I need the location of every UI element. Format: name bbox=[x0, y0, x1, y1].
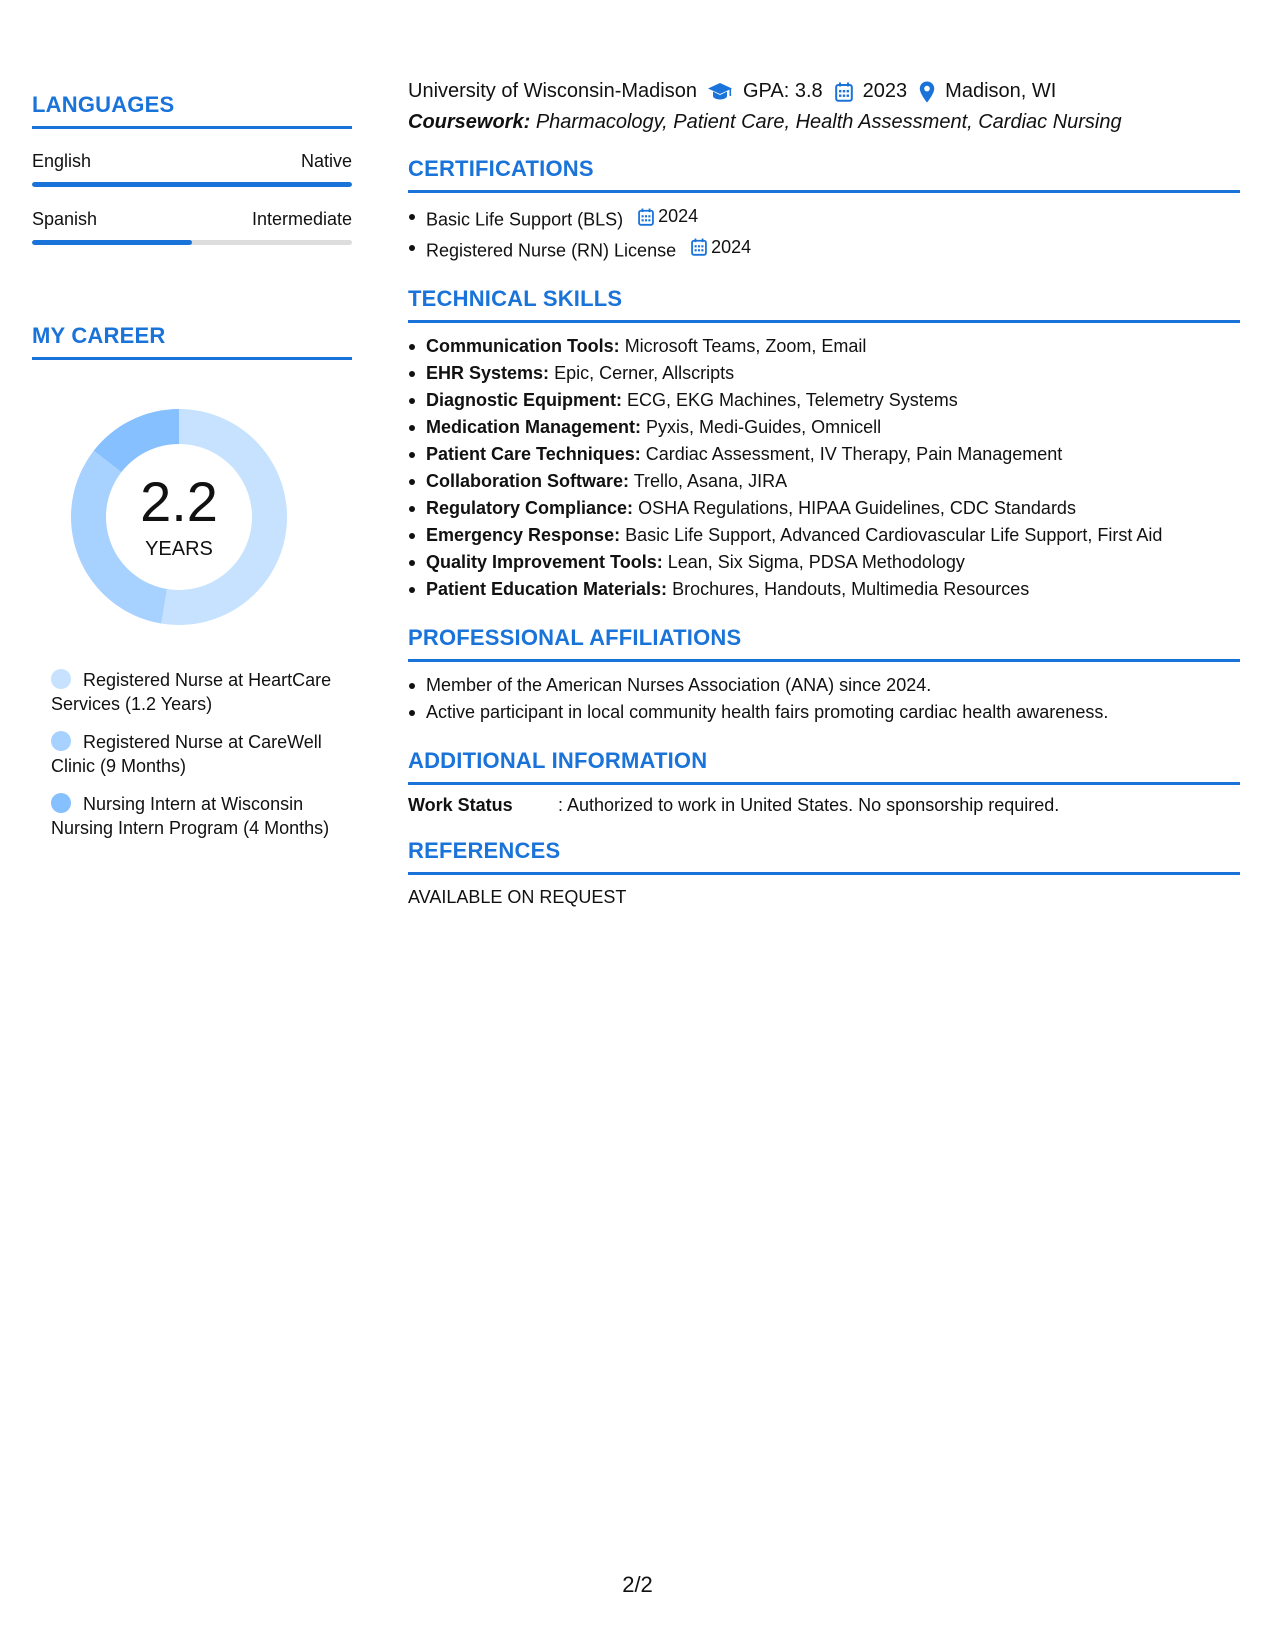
language-item bbox=[32, 151, 352, 187]
career-unit: YEARS bbox=[145, 537, 213, 560]
affiliations-list bbox=[408, 672, 1240, 726]
skill-item bbox=[408, 441, 1240, 468]
legend-dot bbox=[51, 669, 71, 689]
additional-info-section bbox=[408, 748, 1240, 816]
language-name: English bbox=[32, 151, 92, 171]
skill-item bbox=[408, 414, 1240, 441]
skill-label: Quality Improvement Tools: bbox=[426, 552, 663, 572]
skill-item bbox=[408, 522, 1240, 549]
skill-item bbox=[408, 360, 1240, 387]
additional-info-title: ADDITIONAL INFORMATION bbox=[408, 748, 708, 773]
education-entry bbox=[408, 80, 1240, 134]
section-divider bbox=[32, 126, 352, 129]
skill-label: Emergency Response: bbox=[426, 525, 621, 545]
certification-year: 2024 bbox=[711, 236, 752, 257]
skill-label: Patient Education Materials: bbox=[426, 579, 668, 599]
school-location: Madison, WI bbox=[945, 80, 1057, 102]
languages-title: LANGUAGES bbox=[32, 92, 175, 117]
language-proficiency-bar bbox=[32, 240, 352, 245]
career-title: MY CAREER bbox=[32, 323, 166, 348]
skill-item bbox=[408, 468, 1240, 495]
right-column bbox=[408, 80, 1240, 908]
skill-label: Communication Tools: bbox=[426, 336, 620, 356]
school-name: University of Wisconsin-Madison bbox=[408, 80, 697, 102]
skill-label: Patient Care Techniques: bbox=[426, 444, 641, 464]
language-item bbox=[32, 209, 352, 245]
skill-label: Medication Management: bbox=[426, 417, 642, 437]
skill-item bbox=[408, 576, 1240, 603]
donut-center bbox=[64, 402, 294, 632]
coursework-list: Pharmacology, Patient Care, Health Assessment, Cardiac Nursing bbox=[535, 111, 1122, 133]
certification-item bbox=[408, 234, 1240, 265]
work-status-label: Work Status bbox=[408, 795, 513, 815]
affiliations-section bbox=[408, 625, 1240, 726]
location-pin-icon bbox=[919, 81, 935, 103]
skill-item bbox=[408, 495, 1240, 522]
legend-item bbox=[51, 730, 332, 778]
skill-value: ECG, EKG Machines, Telemetry Systems bbox=[627, 390, 958, 410]
language-level: Intermediate bbox=[251, 209, 352, 229]
legend-dot bbox=[51, 731, 71, 751]
affiliation-item: Member of the American Nurses Association (ANA) since 2024. bbox=[408, 672, 1240, 699]
certifications-list bbox=[408, 203, 1240, 264]
skill-value: Lean, Six Sigma, PDSA Methodology bbox=[667, 552, 965, 572]
calendar-icon bbox=[835, 82, 853, 102]
skill-value: OSHA Regulations, HIPAA Guidelines, CDC Standards bbox=[638, 498, 1076, 518]
skill-label: Regulatory Compliance: bbox=[426, 498, 634, 518]
legend-label: Nursing Intern at Wisconsin Nursing Intern Program (4 Months) bbox=[51, 794, 330, 838]
skill-value: Microsoft Teams, Zoom, Email bbox=[624, 336, 867, 356]
skills-list bbox=[408, 333, 1240, 603]
skill-value: Cardiac Assessment, IV Therapy, Pain Management bbox=[645, 444, 1063, 464]
graduation-cap-icon bbox=[707, 82, 733, 102]
page-number: 2/2 bbox=[622, 1572, 653, 1597]
legend-item bbox=[51, 668, 332, 716]
references-title: REFERENCES bbox=[408, 838, 561, 863]
work-status-value: : Authorized to work in United States. No sponsorship required. bbox=[558, 795, 1060, 815]
certification-year: 2024 bbox=[658, 206, 699, 226]
skill-value: Trello, Asana, JIRA bbox=[633, 471, 788, 491]
section-divider bbox=[408, 659, 1240, 662]
skills-title: TECHNICAL SKILLS bbox=[408, 286, 623, 311]
career-section bbox=[32, 323, 352, 840]
calendar-icon bbox=[691, 238, 707, 256]
skill-value: Pyxis, Medi-Guides, Omnicell bbox=[646, 417, 882, 437]
section-divider bbox=[408, 782, 1240, 785]
certification-name: Registered Nurse (RN) License bbox=[426, 240, 677, 260]
section-divider bbox=[32, 357, 352, 360]
coursework bbox=[408, 111, 1240, 134]
graduation-year: 2023 bbox=[862, 80, 908, 102]
skill-item bbox=[408, 549, 1240, 576]
certifications-title: CERTIFICATIONS bbox=[408, 156, 594, 181]
language-level: Native bbox=[300, 151, 352, 171]
language-name: Spanish bbox=[32, 209, 98, 229]
legend-label: Registered Nurse at CareWell Clinic (9 Months) bbox=[51, 732, 322, 776]
language-proficiency-bar bbox=[32, 182, 352, 187]
work-status-row bbox=[408, 795, 1240, 816]
left-column bbox=[32, 92, 352, 854]
legend-item bbox=[51, 792, 332, 840]
certification-name: Basic Life Support (BLS) bbox=[426, 209, 624, 230]
skill-label: Collaboration Software: bbox=[426, 471, 630, 491]
legend-dot bbox=[51, 793, 71, 813]
skill-value: Basic Life Support, Advanced Cardiovascular Life Support, First Aid bbox=[625, 525, 1163, 545]
certification-item bbox=[408, 203, 1240, 234]
certifications-section bbox=[408, 156, 1240, 264]
career-donut-chart bbox=[64, 402, 294, 632]
gpa: GPA: 3.8 bbox=[742, 80, 823, 102]
career-total: 2.2 bbox=[140, 469, 218, 533]
references-section bbox=[408, 838, 1240, 908]
coursework-label: Coursework: bbox=[408, 111, 531, 133]
section-divider bbox=[408, 872, 1240, 875]
career-legend bbox=[32, 668, 332, 840]
references-text: AVAILABLE ON REQUEST bbox=[408, 887, 627, 907]
language-proficiency-fill bbox=[32, 182, 352, 187]
skills-section bbox=[408, 286, 1240, 603]
skill-value: Epic, Cerner, Allscripts bbox=[554, 363, 735, 383]
language-proficiency-fill bbox=[32, 240, 192, 245]
affiliations-title: PROFESSIONAL AFFILIATIONS bbox=[408, 625, 742, 650]
section-divider bbox=[408, 190, 1240, 193]
calendar-icon bbox=[638, 208, 654, 226]
languages-section bbox=[32, 92, 352, 245]
skill-item bbox=[408, 333, 1240, 360]
section-divider bbox=[408, 320, 1240, 323]
skill-item bbox=[408, 387, 1240, 414]
affiliation-item: Active participant in local community health fairs promoting cardiac health awareness. bbox=[408, 699, 1240, 726]
skill-label: EHR Systems: bbox=[426, 363, 550, 383]
legend-label: Registered Nurse at HeartCare Services (1.2 Years) bbox=[51, 670, 332, 714]
skill-value: Brochures, Handouts, Multimedia Resources bbox=[672, 579, 1030, 599]
skill-label: Diagnostic Equipment: bbox=[426, 390, 623, 410]
